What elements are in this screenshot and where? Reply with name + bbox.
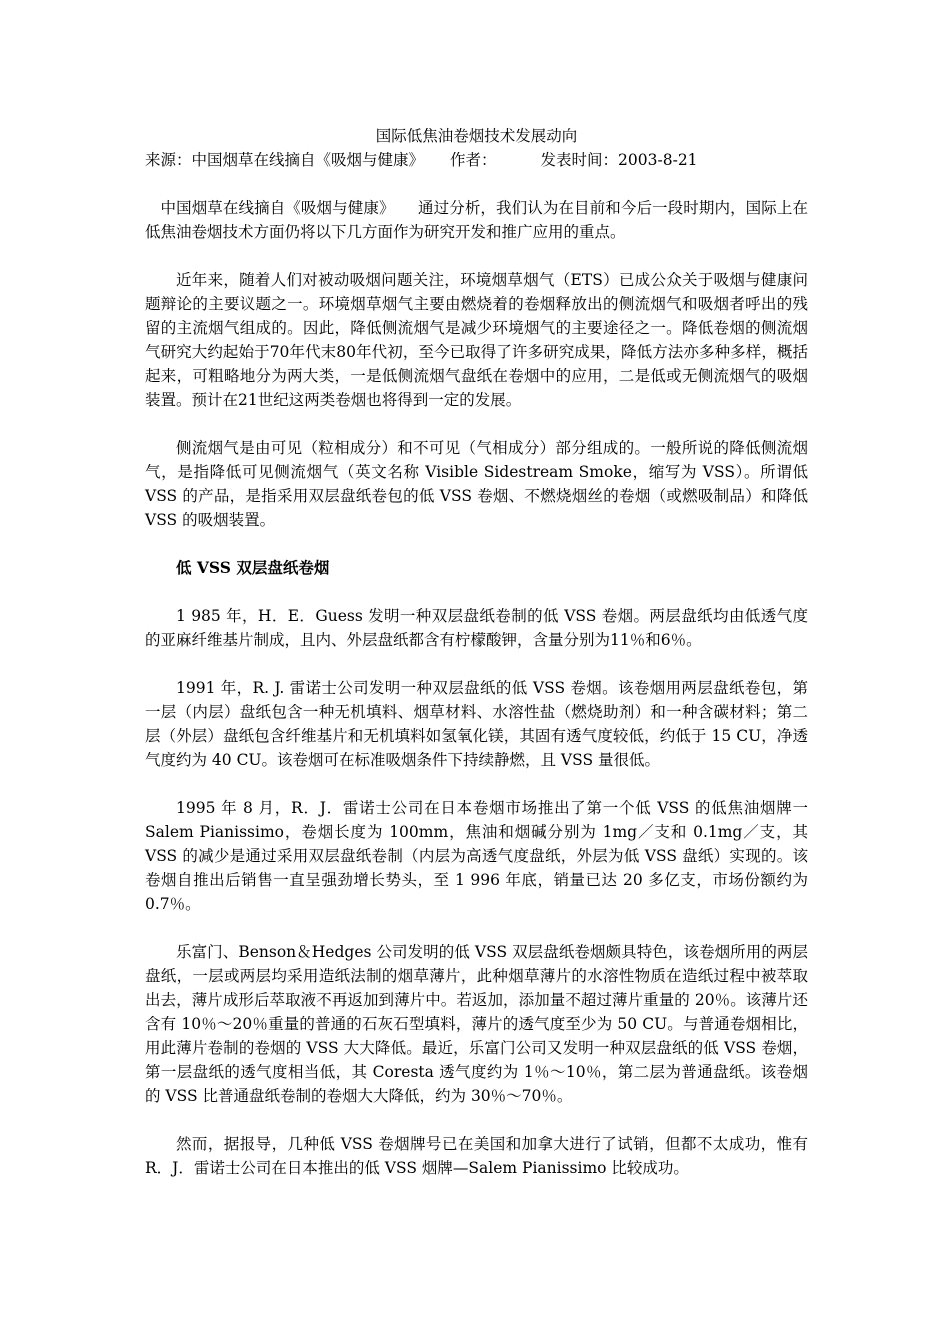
section-paragraph: 然而，据报导，几种低 VSS 卷烟牌号已在美国和加拿大进行了试销，但都不太成功，惟有 R．J．雷诺士公司在日本推出的低 VSS 烟牌—Salem Pianissimo 比较成功。 — [145, 1135, 808, 1177]
body-paragraph: 侧流烟气是由可见（粒相成分）和不可见（气相成分）部分组成的。一般所说的降低侧流烟气，是指降低可见侧流烟气（英文名称 Visible Sidestream Smoke，缩写为 VSS）。所谓低 VSS 的产品，是指采用双层盘纸卷包的低 VSS 卷烟、不燃烧烟丝的卷烟（或燃吸制品）和降低 VSS 的吸烟装置。 — [145, 439, 808, 529]
section-heading: 低 VSS 双层盘纸卷烟 — [176, 558, 330, 577]
page-title: 国际低焦油卷烟技术发展动向 — [375, 127, 578, 145]
section-paragraph: 1995 年 8 月，R．J．雷诺士公司在日本卷烟市场推出了第一个低 VSS 的低焦油烟牌一 Salem Pianissimo，卷烟长度为 100mm，焦油和烟碱分别为 1mg／支和 0.1mg／支，其 VSS 的减少是通过采用双层盘纸卷制（内层为高透气度盘纸，外层为低 VSS 盘纸）实现的。该卷烟自推出后销售一直呈强劲增长势头，至 1 996 年底，销量已达 20 多亿支，市场份额约为 0.7％。 — [145, 799, 808, 913]
meta-author: 作者： — [450, 151, 497, 169]
intro-paragraph: 中国烟草在线摘自《吸烟与健康》 通过分析，我们认为在目前和今后一段时期内，国际上在低焦油卷烟技术方面仍将以下几方面作为研究开发和推广应用的重点。 — [145, 199, 808, 241]
meta-source: 来源：中国烟草在线摘自《吸烟与健康》 — [145, 151, 425, 169]
section-paragraph: 1 985 年，H．E．Guess 发明一种双层盘纸卷制的低 VSS 卷烟。两层盘纸均由低透气度的亚麻纤维基片制成，且内、外层盘纸都含有柠檬酸钾，含量分别为11％和6％。 — [145, 607, 808, 649]
article-meta — [145, 148, 808, 172]
meta-date: 发表时间：2003-8-21 — [540, 151, 698, 169]
section-paragraph: 乐富门、Benson＆Hedges 公司发明的低 VSS 双层盘纸卷烟颇具特色，该卷烟所用的两层盘纸，一层或两层均采用造纸法制的烟草薄片，此种烟草薄片的水溶性物质在造纸过程中被萃取出去，薄片成形后萃取液不再返加到薄片中。若返加，添加量不超过薄片重量的 20％。该薄片还含有 10％～20％重量的普通的石灰石型填料，薄片的透气度至少为 50 CU。与普通卷烟相比，用此薄片卷制的卷烟的 VSS 大大降低。最近，乐富门公司又发明一种双层盘纸的低 VSS 卷烟，第一层盘纸的透气度相当低，其 Coresta 透气度约为 1％～10％，第二层为普通盘纸。该卷烟的 VSS 比普通盘纸卷制的卷烟大大降低，约为 30％～70％。 — [145, 943, 808, 1105]
body-paragraph: 近年来，随着人们对被动吸烟问题关注，环境烟草烟气（ETS）已成公众关于吸烟与健康问题辩论的主要议题之一。环境烟草烟气主要由燃烧着的卷烟释放出的侧流烟气和吸烟者呼出的残留的主流烟气组成的。因此，降低侧流烟气是减少环境烟气的主要途径之一。降低卷烟的侧流烟气研究大约起始于70年代末80年代初，至今已取得了许多研究成果，降低方法亦多种多样，概括起来，可粗略地分为两大类，一是低侧流烟气盘纸在卷烟中的应用，二是低或无侧流烟气的吸烟装置。预计在21世纪这两类卷烟也将得到一定的发展。 — [145, 271, 808, 409]
section-paragraph: 1991 年，R. J. 雷诺士公司发明一种双层盘纸的低 VSS 卷烟。该卷烟用两层盘纸卷包，第一层（内层）盘纸包含一种无机填料、烟草材料、水溶性盐（燃烧助剂）和一种含碳材料；第二层（外层）盘纸包含纤维基片和无机填料如氢氧化镁，其固有透气度较低，约低于 15 CU，净透气度约为 40 CU。该卷烟可在标准吸烟条件下持续静燃，且 VSS 量很低。 — [145, 679, 808, 769]
document-body — [145, 124, 808, 1204]
